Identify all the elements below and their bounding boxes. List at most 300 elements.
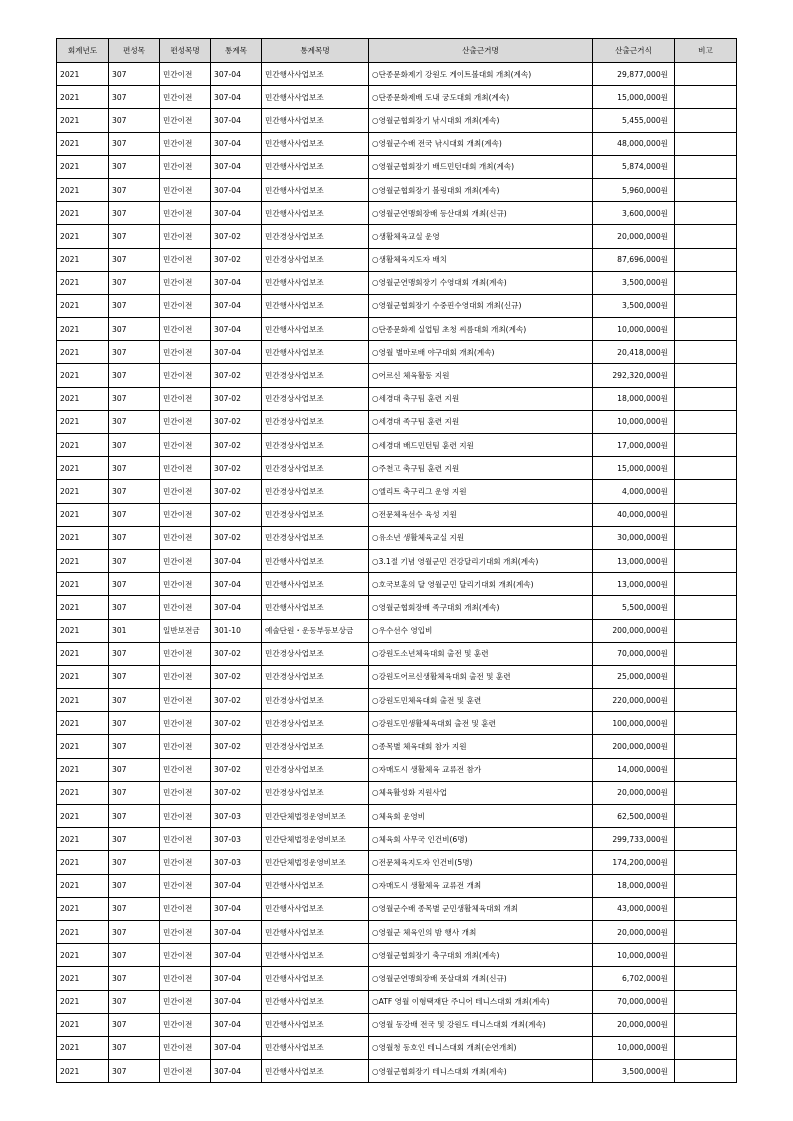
col-stat-name-cell: 민간행사사업보조: [262, 573, 369, 596]
col-budget-name-cell: 민간이전: [160, 1013, 211, 1036]
table-row: [57, 549, 737, 572]
col-budget-code-cell: 307: [109, 457, 160, 480]
col-fiscal-year-cell: 2021: [57, 1060, 109, 1083]
col-budget-name-cell: 일반보전금: [160, 619, 211, 642]
col-fiscal-year-cell: 2021: [57, 735, 109, 758]
col-basis-amount-cell: 5,455,000원: [593, 109, 675, 132]
col-basis-amount-cell: 13,000,000원: [593, 549, 675, 572]
col-budget-code-cell: 307: [109, 944, 160, 967]
col-remarks-cell: [675, 132, 737, 155]
col-budget-code-cell: 307: [109, 526, 160, 549]
col-basis-name-cell: ○강원도소년체육대회 출전 및 훈련: [369, 642, 593, 665]
col-budget-code-cell: 307: [109, 434, 160, 457]
col-budget-name-cell: 민간이전: [160, 596, 211, 619]
col-remarks-cell: [675, 387, 737, 410]
table-row: [57, 781, 737, 804]
col-stat-code-cell: 307-02: [211, 642, 262, 665]
col-stat-name-cell: 민간행사사업보조: [262, 271, 369, 294]
col-remarks-cell: [675, 503, 737, 526]
col-basis-amount-cell: 62,500,000원: [593, 805, 675, 828]
col-basis-name-cell: ○체육활성화 지원사업: [369, 781, 593, 804]
col-remarks-cell: [675, 271, 737, 294]
col-stat-code-cell: 307-04: [211, 549, 262, 572]
col-remarks-cell: [675, 341, 737, 364]
col-stat-name-cell: 민간경상사업보조: [262, 665, 369, 688]
col-fiscal-year-cell: 2021: [57, 967, 109, 990]
col-fiscal-year-cell: 2021: [57, 434, 109, 457]
col-remarks-cell: [675, 178, 737, 201]
table-row: [57, 596, 737, 619]
col-budget-code-cell: 307: [109, 318, 160, 341]
col-basis-amount-cell: 29,877,000원: [593, 63, 675, 86]
col-basis-name-cell: ○영월군협회장기 볼링대회 개최(계속): [369, 178, 593, 201]
col-basis-name-cell: ○강원도민생활체육대회 출전 및 훈련: [369, 712, 593, 735]
col-basis-amount-cell: 20,000,000원: [593, 1013, 675, 1036]
table-row: [57, 86, 737, 109]
col-remarks-cell: [675, 434, 737, 457]
col-basis-amount-cell: 292,320,000원: [593, 364, 675, 387]
col-fiscal-year-cell: 2021: [57, 990, 109, 1013]
col-fiscal-year-cell: 2021: [57, 503, 109, 526]
col-fiscal-year-cell: 2021: [57, 457, 109, 480]
table-row: [57, 178, 737, 201]
col-budget-code-cell: 307: [109, 920, 160, 943]
col-basis-amount-cell: 70,000,000원: [593, 990, 675, 1013]
table-row: [57, 967, 737, 990]
col-basis-amount-header: 산출근거식: [593, 39, 675, 63]
col-basis-name-cell: ○세경대 족구팀 훈련 지원: [369, 410, 593, 433]
table-header-row: [57, 39, 737, 63]
col-remarks-cell: [675, 642, 737, 665]
table-row: [57, 63, 737, 86]
table-row: [57, 434, 737, 457]
col-basis-name-cell: ○주천고 축구팀 훈련 지원: [369, 457, 593, 480]
col-stat-name-cell: 민간경상사업보조: [262, 642, 369, 665]
col-stat-name-cell: 민간행사사업보조: [262, 63, 369, 86]
col-stat-code-cell: 307-02: [211, 689, 262, 712]
table-row: [57, 155, 737, 178]
col-stat-name-cell: 민간행사사업보조: [262, 132, 369, 155]
col-budget-code-cell: 307: [109, 294, 160, 317]
col-stat-code-cell: 307-04: [211, 271, 262, 294]
col-basis-name-cell: ○전문체육지도자 인건비(5명): [369, 851, 593, 874]
col-fiscal-year-cell: 2021: [57, 271, 109, 294]
col-budget-name-cell: 민간이전: [160, 920, 211, 943]
col-basis-amount-cell: 20,418,000원: [593, 341, 675, 364]
col-stat-code-cell: 307-04: [211, 294, 262, 317]
col-budget-code-cell: 307: [109, 86, 160, 109]
col-budget-code-cell: 307: [109, 387, 160, 410]
col-fiscal-year-cell: 2021: [57, 573, 109, 596]
col-basis-name-cell: ○영월군 체육인의 밤 행사 개최: [369, 920, 593, 943]
col-stat-name-cell: 민간경상사업보조: [262, 387, 369, 410]
col-remarks-cell: [675, 781, 737, 804]
col-stat-name-cell: 민간행사사업보조: [262, 155, 369, 178]
table-row: [57, 132, 737, 155]
col-stat-code-cell: 307-04: [211, 109, 262, 132]
col-budget-code-cell: 307: [109, 341, 160, 364]
col-basis-name-cell: ○영월청 동호인 테니스대회 개최(순연개최): [369, 1036, 593, 1059]
col-budget-name-cell: 민간이전: [160, 689, 211, 712]
col-budget-name-cell: 민간이전: [160, 434, 211, 457]
col-basis-amount-cell: 15,000,000원: [593, 457, 675, 480]
col-budget-name-cell: 민간이전: [160, 990, 211, 1013]
col-remarks-cell: [675, 155, 737, 178]
col-basis-amount-cell: 20,000,000원: [593, 781, 675, 804]
col-stat-name-cell: 민간경상사업보조: [262, 758, 369, 781]
col-stat-code-cell: 307-03: [211, 828, 262, 851]
col-budget-code-cell: 307: [109, 828, 160, 851]
table-row: [57, 897, 737, 920]
table-row: [57, 689, 737, 712]
col-budget-code-cell: 307: [109, 665, 160, 688]
col-remarks-cell: [675, 689, 737, 712]
col-remarks-cell: [675, 225, 737, 248]
col-budget-code-cell: 307: [109, 63, 160, 86]
col-budget-name-cell: 민간이전: [160, 642, 211, 665]
col-fiscal-year-cell: 2021: [57, 1013, 109, 1036]
col-remarks-cell: [675, 1036, 737, 1059]
col-stat-name-cell: 민간경상사업보조: [262, 480, 369, 503]
table-row: [57, 271, 737, 294]
col-stat-name-cell: 민간경상사업보조: [262, 225, 369, 248]
col-stat-code-cell: 307-04: [211, 596, 262, 619]
col-basis-amount-cell: 20,000,000원: [593, 920, 675, 943]
col-basis-name-cell: ○종목별 체육대회 참가 지원: [369, 735, 593, 758]
col-stat-name-cell: 민간경상사업보조: [262, 503, 369, 526]
col-remarks-cell: [675, 1013, 737, 1036]
col-fiscal-year-cell: 2021: [57, 805, 109, 828]
col-basis-amount-cell: 200,000,000원: [593, 619, 675, 642]
col-basis-name-cell: ○ATF 영월 이형택재단 주니어 테니스대회 개최(계속): [369, 990, 593, 1013]
col-fiscal-year-cell: 2021: [57, 132, 109, 155]
col-budget-name-cell: 민간이전: [160, 828, 211, 851]
col-budget-name-cell: 민간이전: [160, 341, 211, 364]
col-basis-name-cell: ○세경대 축구팀 훈련 지원: [369, 387, 593, 410]
col-basis-name-cell: ○3.1절 기념 영월군민 건강달리기대회 개최(계속): [369, 549, 593, 572]
col-stat-code-cell: 307-02: [211, 758, 262, 781]
table-row: [57, 364, 737, 387]
table-row: [57, 225, 737, 248]
col-remarks-cell: [675, 318, 737, 341]
col-basis-name-cell: ○강원도민체육대회 출전 및 훈련: [369, 689, 593, 712]
table-row: [57, 758, 737, 781]
col-stat-code-cell: 307-02: [211, 503, 262, 526]
col-fiscal-year-cell: 2021: [57, 851, 109, 874]
col-stat-name-cell: 민간경상사업보조: [262, 712, 369, 735]
col-basis-name-cell: ○생활체육교실 운영: [369, 225, 593, 248]
col-budget-code-cell: 307: [109, 410, 160, 433]
col-budget-name-cell: 민간이전: [160, 665, 211, 688]
col-budget-code-cell: 307: [109, 202, 160, 225]
col-budget-name-cell: 민간이전: [160, 318, 211, 341]
table-row: [57, 828, 737, 851]
col-fiscal-year-cell: 2021: [57, 619, 109, 642]
col-basis-name-cell: ○생활체육지도자 배치: [369, 248, 593, 271]
col-budget-code-cell: 307: [109, 735, 160, 758]
col-stat-name-cell: 민간행사사업보조: [262, 202, 369, 225]
col-remarks-cell: [675, 248, 737, 271]
col-basis-name-cell: ○영월군수배 전국 낚시대회 개최(계속): [369, 132, 593, 155]
col-basis-amount-cell: 3,500,000원: [593, 1060, 675, 1083]
col-budget-name-cell: 민간이전: [160, 294, 211, 317]
col-budget-name-cell: 민간이전: [160, 63, 211, 86]
col-budget-name-cell: 민간이전: [160, 480, 211, 503]
col-basis-name-cell: ○엘리트 축구리그 운영 지원: [369, 480, 593, 503]
col-fiscal-year-cell: 2021: [57, 178, 109, 201]
col-remarks-cell: [675, 665, 737, 688]
col-basis-name-cell: ○영월군협회장기 축구대회 개최(계속): [369, 944, 593, 967]
col-fiscal-year-cell: 2021: [57, 828, 109, 851]
col-stat-name-cell: 민간행사사업보조: [262, 920, 369, 943]
col-basis-amount-cell: 174,200,000원: [593, 851, 675, 874]
col-budget-name-header: 편성목명: [160, 39, 211, 63]
col-remarks-cell: [675, 202, 737, 225]
col-stat-code-cell: 307-04: [211, 1036, 262, 1059]
col-budget-code-cell: 307: [109, 689, 160, 712]
col-budget-name-cell: 민간이전: [160, 967, 211, 990]
col-basis-amount-cell: 40,000,000원: [593, 503, 675, 526]
col-basis-amount-cell: 5,960,000원: [593, 178, 675, 201]
table-row: [57, 341, 737, 364]
col-budget-name-cell: 민간이전: [160, 851, 211, 874]
col-remarks-cell: [675, 920, 737, 943]
col-stat-name-cell: 민간행사사업보조: [262, 1013, 369, 1036]
col-remarks-cell: [675, 1060, 737, 1083]
col-budget-name-cell: 민간이전: [160, 387, 211, 410]
col-basis-name-cell: ○영월군협회장기 수중핀수영대회 개최(신규): [369, 294, 593, 317]
col-stat-code-cell: 307-02: [211, 781, 262, 804]
col-basis-amount-cell: 5,874,000원: [593, 155, 675, 178]
col-remarks-cell: [675, 712, 737, 735]
col-basis-amount-cell: 3,500,000원: [593, 271, 675, 294]
col-fiscal-year-cell: 2021: [57, 920, 109, 943]
col-remarks-cell: [675, 457, 737, 480]
col-budget-code-cell: 301: [109, 619, 160, 642]
col-fiscal-year-cell: 2021: [57, 1036, 109, 1059]
col-fiscal-year-cell: 2021: [57, 781, 109, 804]
col-stat-name-cell: 민간경상사업보조: [262, 248, 369, 271]
col-stat-name-cell: 민간단체법정운영비보조: [262, 828, 369, 851]
col-fiscal-year-cell: 2021: [57, 758, 109, 781]
col-budget-code-cell: 307: [109, 1013, 160, 1036]
col-fiscal-year-cell: 2021: [57, 874, 109, 897]
col-remarks-header: 비고: [675, 39, 737, 63]
col-basis-amount-cell: 3,500,000원: [593, 294, 675, 317]
col-remarks-cell: [675, 990, 737, 1013]
col-fiscal-year-cell: 2021: [57, 410, 109, 433]
col-stat-name-cell: 민간행사사업보조: [262, 897, 369, 920]
col-budget-name-cell: 민간이전: [160, 155, 211, 178]
col-budget-code-header: 편성목: [109, 39, 160, 63]
col-remarks-cell: [675, 828, 737, 851]
col-fiscal-year-cell: 2021: [57, 642, 109, 665]
col-stat-name-cell: 민간경상사업보조: [262, 410, 369, 433]
col-stat-name-cell: 예술단원・운동부등보상금: [262, 619, 369, 642]
col-stat-name-cell: 민간행사사업보조: [262, 967, 369, 990]
col-fiscal-year-cell: 2021: [57, 63, 109, 86]
col-stat-code-cell: 307-04: [211, 944, 262, 967]
col-stat-code-header: 통계목: [211, 39, 262, 63]
col-stat-code-cell: 307-04: [211, 155, 262, 178]
col-fiscal-year-cell: 2021: [57, 480, 109, 503]
col-budget-name-cell: 민간이전: [160, 202, 211, 225]
col-basis-amount-cell: 6,702,000원: [593, 967, 675, 990]
col-stat-code-cell: 307-02: [211, 526, 262, 549]
col-fiscal-year-cell: 2021: [57, 526, 109, 549]
col-stat-code-cell: 307-02: [211, 410, 262, 433]
table-row: [57, 642, 737, 665]
col-stat-code-cell: 307-02: [211, 735, 262, 758]
col-budget-code-cell: 307: [109, 712, 160, 735]
col-stat-code-cell: 307-03: [211, 805, 262, 828]
col-stat-name-cell: 민간경상사업보조: [262, 689, 369, 712]
col-fiscal-year-cell: 2021: [57, 665, 109, 688]
col-stat-name-cell: 민간경상사업보조: [262, 457, 369, 480]
col-stat-name-cell: 민간단체법정운영비보조: [262, 805, 369, 828]
col-basis-name-cell: ○자매도시 생활체육 교류전 참가: [369, 758, 593, 781]
col-basis-amount-cell: 18,000,000원: [593, 874, 675, 897]
col-remarks-cell: [675, 758, 737, 781]
col-budget-name-cell: 민간이전: [160, 1036, 211, 1059]
col-budget-name-cell: 민간이전: [160, 897, 211, 920]
col-stat-code-cell: 307-04: [211, 573, 262, 596]
col-stat-code-cell: 307-02: [211, 248, 262, 271]
col-fiscal-year-cell: 2021: [57, 387, 109, 410]
col-stat-name-cell: 민간행사사업보조: [262, 874, 369, 897]
col-stat-name-cell: 민간행사사업보조: [262, 294, 369, 317]
col-stat-code-cell: 307-04: [211, 63, 262, 86]
col-stat-code-cell: 307-04: [211, 341, 262, 364]
col-budget-code-cell: 307: [109, 132, 160, 155]
col-stat-code-cell: 307-04: [211, 132, 262, 155]
col-budget-name-cell: 민간이전: [160, 271, 211, 294]
col-basis-name-cell: ○단종문화제 실업팀 초청 씨름대회 개최(계속): [369, 318, 593, 341]
col-stat-code-cell: 307-04: [211, 990, 262, 1013]
col-budget-name-cell: 민간이전: [160, 178, 211, 201]
table-row: [57, 202, 737, 225]
col-basis-name-cell: ○우수선수 영입비: [369, 619, 593, 642]
col-stat-name-cell: 민간행사사업보조: [262, 178, 369, 201]
col-budget-code-cell: 307: [109, 990, 160, 1013]
col-basis-amount-cell: 30,000,000원: [593, 526, 675, 549]
col-basis-name-cell: ○영월군협회장배 족구대회 개최(계속): [369, 596, 593, 619]
table-row: [57, 990, 737, 1013]
col-budget-code-cell: 307: [109, 178, 160, 201]
col-fiscal-year-cell: 2021: [57, 109, 109, 132]
col-budget-code-cell: 307: [109, 967, 160, 990]
col-budget-name-cell: 민간이전: [160, 805, 211, 828]
col-stat-code-cell: 307-02: [211, 387, 262, 410]
table-row: [57, 619, 737, 642]
col-basis-amount-cell: 10,000,000원: [593, 318, 675, 341]
col-fiscal-year-header: 회계년도: [57, 39, 109, 63]
col-stat-code-cell: 307-04: [211, 1060, 262, 1083]
table-row: [57, 1036, 737, 1059]
table-row: [57, 480, 737, 503]
col-budget-code-cell: 307: [109, 596, 160, 619]
col-fiscal-year-cell: 2021: [57, 318, 109, 341]
col-fiscal-year-cell: 2021: [57, 155, 109, 178]
col-basis-name-cell: ○영월군협회장기 낚시대회 개최(계속): [369, 109, 593, 132]
col-stat-name-cell: 민간행사사업보조: [262, 549, 369, 572]
col-remarks-cell: [675, 897, 737, 920]
col-stat-name-cell: 민간행사사업보조: [262, 990, 369, 1013]
col-budget-code-cell: 307: [109, 897, 160, 920]
col-budget-name-cell: 민간이전: [160, 132, 211, 155]
col-basis-amount-cell: 48,000,000원: [593, 132, 675, 155]
col-basis-amount-cell: 299,733,000원: [593, 828, 675, 851]
col-fiscal-year-cell: 2021: [57, 549, 109, 572]
col-stat-code-cell: 307-03: [211, 851, 262, 874]
table-row: [57, 944, 737, 967]
col-budget-code-cell: 307: [109, 364, 160, 387]
col-remarks-cell: [675, 573, 737, 596]
col-basis-amount-cell: 87,696,000원: [593, 248, 675, 271]
col-basis-amount-cell: 20,000,000원: [593, 225, 675, 248]
col-stat-code-cell: 307-04: [211, 318, 262, 341]
col-stat-name-cell: 민간행사사업보조: [262, 341, 369, 364]
col-basis-name-cell: ○영월군연맹회장기 수영대회 개최(계속): [369, 271, 593, 294]
col-remarks-cell: [675, 480, 737, 503]
col-stat-code-cell: 307-02: [211, 364, 262, 387]
col-stat-code-cell: 307-02: [211, 665, 262, 688]
col-budget-code-cell: 307: [109, 503, 160, 526]
col-stat-name-cell: 민간경상사업보조: [262, 364, 369, 387]
col-budget-name-cell: 민간이전: [160, 549, 211, 572]
col-remarks-cell: [675, 874, 737, 897]
col-stat-name-cell: 민간단체법정운영비보조: [262, 851, 369, 874]
col-basis-name-cell: ○체육회 운영비: [369, 805, 593, 828]
col-basis-amount-cell: 10,000,000원: [593, 410, 675, 433]
col-basis-amount-cell: 17,000,000원: [593, 434, 675, 457]
col-basis-name-cell: ○전문체육선수 육성 지원: [369, 503, 593, 526]
col-remarks-cell: [675, 967, 737, 990]
col-basis-amount-cell: 14,000,000원: [593, 758, 675, 781]
col-remarks-cell: [675, 294, 737, 317]
col-stat-name-cell: 민간경상사업보조: [262, 526, 369, 549]
col-budget-code-cell: 307: [109, 1036, 160, 1059]
table-row: [57, 573, 737, 596]
table-row: [57, 1060, 737, 1083]
col-stat-code-cell: 307-02: [211, 712, 262, 735]
col-basis-amount-cell: 25,000,000원: [593, 665, 675, 688]
col-stat-code-cell: 307-02: [211, 480, 262, 503]
col-budget-name-cell: 민간이전: [160, 712, 211, 735]
col-basis-amount-cell: 15,000,000원: [593, 86, 675, 109]
col-stat-name-cell: 민간행사사업보조: [262, 944, 369, 967]
col-stat-name-cell: 민간경상사업보조: [262, 735, 369, 758]
col-basis-name-header: 산출근거명: [369, 39, 593, 63]
table-row: [57, 248, 737, 271]
col-fiscal-year-cell: 2021: [57, 364, 109, 387]
col-remarks-cell: [675, 86, 737, 109]
col-budget-code-cell: 307: [109, 155, 160, 178]
col-basis-name-cell: ○유소년 생활체육교실 지원: [369, 526, 593, 549]
col-basis-amount-cell: 200,000,000원: [593, 735, 675, 758]
col-fiscal-year-cell: 2021: [57, 225, 109, 248]
table-row: [57, 920, 737, 943]
col-budget-name-cell: 민간이전: [160, 109, 211, 132]
col-remarks-cell: [675, 526, 737, 549]
col-budget-code-cell: 307: [109, 758, 160, 781]
col-budget-code-cell: 307: [109, 271, 160, 294]
col-fiscal-year-cell: 2021: [57, 897, 109, 920]
col-budget-name-cell: 민간이전: [160, 457, 211, 480]
col-budget-code-cell: 307: [109, 805, 160, 828]
col-fiscal-year-cell: 2021: [57, 596, 109, 619]
col-remarks-cell: [675, 109, 737, 132]
